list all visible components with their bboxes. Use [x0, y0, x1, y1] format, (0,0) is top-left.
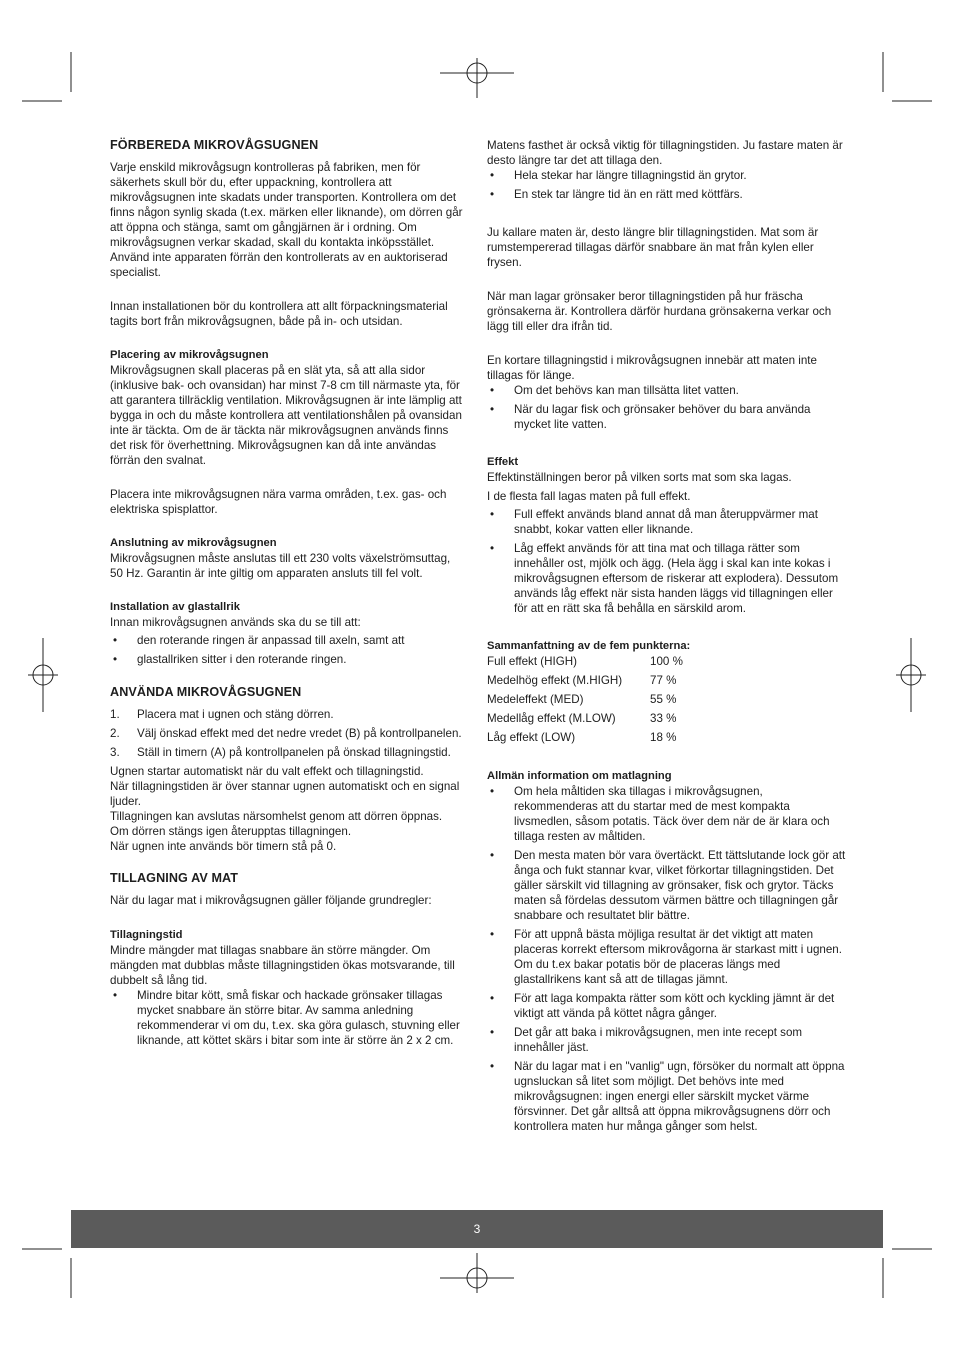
right-column [487, 138, 847, 1138]
paragraph: En kortare tillagningstid i mikrovågsugnen innebär att maten inte tillagas för länge. [487, 354, 817, 382]
subheading-sammanfattning: Sammanfattning av de fem punkterna: [487, 640, 691, 652]
bullet-list [487, 383, 847, 432]
list-item: • Låg effekt används för att tina mat och tillaga rätter som innehåller ost, mjölk och ägg. (Hela ägg i skal kan inte kokas i mikrovågsugnen eftersom de riskerar att explodera). Dessutom används låg effekt när sista handen läggs vid tillagningen eller för att en rätt ska få behålla en särskild arom. [487, 541, 847, 616]
list-item: 3. Ställ in timern (A) på kontrollpanelen på önskad tillagningstid. [110, 746, 451, 759]
table-row: Medelhög effekt (M.HIGH) 77 % [487, 674, 677, 687]
list-item: • För att uppnå bästa möjliga resultat är det viktigt att maten placeras korrekt eftersom mikrovågorna är starkast mitt i ugnen. Om du t.ex bakar potatis bör de placeras längs med glastallrikens kant så att de tillagas jämnt. [487, 927, 847, 987]
bullet-list [487, 168, 847, 202]
registration-target-bottom [440, 1253, 514, 1293]
list-item: • Om hela måltiden ska tillagas i mikrovågsugnen, rekommenderas att du startar med de mest kompakta livsmedlen, såsom potatis. Täck över dem när de är klara och tillaga resten av måltiden. [487, 784, 847, 844]
table-row: Medeleffekt (MED) 55 % [487, 693, 677, 706]
paragraph: Innan mikrovågsugnen används ska du se till att: [110, 616, 361, 629]
paragraph: Mikrovågsugnen måste anslutas till ett 230 volts växelströmsuttag, 50 Hz. Garantin är inte giltig om apparaten ansluts till fel volt. [110, 552, 451, 580]
subheading-anslutning: Anslutning av mikrovågsugnen [110, 537, 277, 549]
paragraph: I de flesta fall lagas maten på full effekt. [487, 490, 691, 503]
subheading-effekt: Effekt [487, 456, 519, 468]
bullet-list [110, 988, 466, 1048]
table-row: Medellåg effekt (M.LOW) 33 % [487, 712, 677, 725]
paragraph: När du lagar mat i mikrovågsugnen gäller följande grundregler: [110, 894, 432, 907]
list-item: • den roterande ringen är anpassad till axeln, samt att [110, 633, 466, 648]
numbered-list [110, 707, 466, 760]
list-item: • Hela stekar har längre tillagningstid än grytor. [487, 168, 847, 183]
power-summary-table [487, 654, 683, 749]
list-item: • För att laga kompakta rätter som kött och kyckling jämnt är det viktigt att vända på köttet några gånger. [487, 991, 847, 1021]
paragraph: Tillagningen kan avslutas närsomhelst genom att dörren öppnas. [110, 810, 443, 823]
registration-target-left [28, 638, 58, 712]
page-number: 3 [473, 1222, 481, 1236]
paragraph: När ugnen inte används bör timern stå på 0. [110, 840, 337, 853]
table-row: Låg effekt (LOW) 18 % [487, 731, 677, 744]
paragraph: Ju kallare maten är, desto längre blir tillagningstiden. Mat som är rumstempererad tillagas därför snabbare än mat från kylen eller frysen. [487, 226, 819, 269]
paragraph: När tillagningstiden är över stannar ugnen automatiskt och en signal ljuder. [110, 780, 460, 808]
section-title-anvanda: ANVÄNDA MIKROVÅGSUGNEN [110, 685, 302, 699]
list-item: 2. Välj önskad effekt med det nedre vredet (B) på kontrollpanelen. [110, 727, 462, 740]
section-title-forbereda: FÖRBEREDA MIKROVÅGSUGNEN [110, 138, 319, 152]
list-item: • Mindre bitar kött, små fiskar och hackade grönsaker tillagas mycket snabbare än större bitar. Av samma anledning rekommenderar vi om du, t.ex. ska göra gulasch, stuvning eller liknande, att köttet skärs i bitar som inte är större än 2 x 2 cm. [110, 988, 466, 1048]
paragraph: Placera inte mikrovågsugnen nära varma områden, t.ex. gas- och elektriska spisplattor. [110, 488, 447, 516]
registration-target-top [440, 58, 514, 98]
paragraph: Om dörren stängs igen återupptas tillagningen. [110, 825, 352, 838]
bullet-list [487, 784, 847, 1134]
list-item: • glastallriken sitter i den roterande ringen. [110, 652, 466, 667]
paragraph: Innan installationen bör du kontrollera att allt förpackningsmaterial tagits bort från mikrovågsugnen, både på in- och utsidan. [110, 300, 448, 328]
section-title-tillagning: TILLAGNING AV MAT [110, 871, 239, 885]
list-item: • Full effekt används bland annat då man återuppvärmer mat snabbt, kokar vatten eller liknande. [487, 507, 847, 537]
subheading-allman-information: Allmän information om matlagning [487, 770, 672, 782]
paragraph: Effektinställningen beror på vilken sorts mat som ska lagas. [487, 471, 792, 484]
list-item: 1. Placera mat i ugnen och stäng dörren. [110, 708, 334, 721]
subheading-glastallrik: Installation av glastallrik [110, 601, 240, 613]
left-column [110, 138, 466, 1052]
paragraph: Mindre mängder mat tillagas snabbare än större mängder. Om mängden mat dubblas måste tillagningstiden ökas motsvarande, till dubbelt så lång tid. [110, 944, 455, 987]
paragraph: Varje enskild mikrovågsugn kontrolleras på fabriken, men för säkerhets skull bör du, efter uppackning, kontrollera att mikrovågsugnen inte skadats under transporten. Kontrollera om det finns någon synlig skada (t.ex. märken eller liknande), om dörren går att öppna och stänga, samt om gångjärnen är i ordning. Om mikrovågsugnen verkar skadad, skall du kontakta inköpsstället. Använd inte apparaten förrän den kontrollerats av en auktoriserad specialist. [110, 161, 463, 279]
subheading-placering: Placering av mikrovågsugnen [110, 349, 269, 361]
page-footer [71, 1210, 883, 1248]
paragraph: Mikrovågsugnen skall placeras på en slät yta, så att alla sidor (inklusive bak- och ovansidan) har minst 7-8 cm till närmaste yta, för att garantera tillräcklig ventilation. Mikrovågsugnen är inte lämplig att bygga in och du måste kontrollera att ventilationshålen på ovansidan inte är täckta. Om de är täckta när mikrovågsugnen används finns det risk för överhettning. Mikrovågsugnen kan då inte användas förrän den svalnat. [110, 364, 462, 467]
registration-target-right [896, 638, 926, 712]
list-item: • En stek tar längre tid än en rätt med köttfärs. [487, 187, 847, 202]
list-item: • Den mesta maten bör vara övertäckt. Ett tättslutande lock gör att ånga och fukt stannar kvar, vilket förkortar tillagningstiden. Det gäller särskilt vid tillagning av grönsaker, fisk och grytor. Täcks maten så fördelas dessutom värmen bättre och tillagningen går snabbare och resultatet blir bättre. [487, 848, 847, 923]
list-item: • Det går att baka i mikrovågsugnen, men inte recept som innehåller jäst. [487, 1025, 847, 1055]
paragraph: När man lagar grönsaker beror tillagningstiden på hur fräscha grönsakerna är. Kontrollera därför hurdana grönsakerna verkar och lägg till eller dra ifrån tid. [487, 290, 832, 333]
paragraph: Ugnen startar automatiskt när du valt effekt och tillagningstid. [110, 765, 424, 778]
bullet-list [487, 507, 847, 616]
list-item: • När du lagar mat i en "vanlig" ugn, försöker du normalt att öppna ugnsluckan så litet som möjligt. Det behövs inte med mikrovågsugnen: ingen energi eller särskilt mycket värme försvinner. Det går alltså att öppna mikrovågsugnens dörr och kontrollera maten hur många gånger som helst. [487, 1059, 847, 1134]
list-item: • Om det behövs kan man tillsätta litet vatten. [487, 383, 847, 398]
paragraph: Matens fasthet är också viktig för tillagningstiden. Ju fastare maten är desto längre tar det att tillaga den. [487, 139, 843, 167]
bullet-list [110, 633, 466, 667]
list-item: • När du lagar fisk och grönsaker behöver du bara använda mycket lite vatten. [487, 402, 847, 432]
subheading-tillagningstid: Tillagningstid [110, 929, 183, 941]
table-row: Full effekt (HIGH) 100 % [487, 655, 683, 668]
